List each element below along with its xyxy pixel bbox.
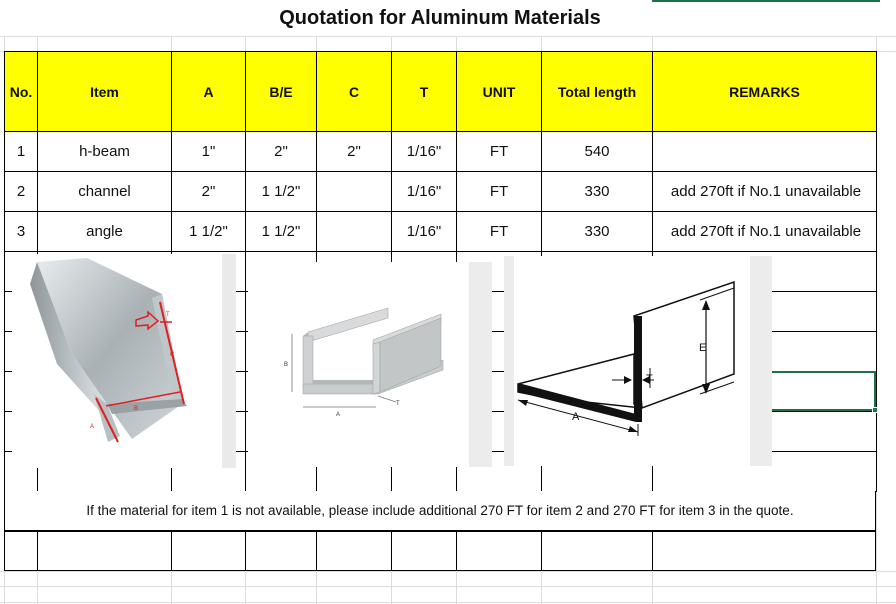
header-a[interactable]: A [172, 52, 246, 132]
cell-unit[interactable]: FT [457, 172, 542, 212]
cell-no[interactable]: 2 [5, 172, 38, 212]
header-total-length[interactable]: Total length [542, 52, 653, 132]
sheet-title[interactable]: Quotation for Aluminum Materials [0, 0, 880, 36]
table-row [5, 212, 877, 252]
table-row [5, 172, 877, 212]
header-be[interactable]: B/E [246, 52, 317, 132]
quote-note[interactable]: If the material for item 1 is not available, please include additional 270 FT for item 2 and 270 FT for item 3 in the quote. [4, 491, 876, 531]
cell-remarks[interactable]: add 270ft if No.1 unavailable [653, 172, 877, 212]
cell-item[interactable]: h-beam [38, 132, 172, 172]
selection-edge [652, 0, 880, 2]
fill-handle[interactable] [872, 407, 878, 413]
cell-c[interactable] [317, 172, 392, 212]
hbeam-a-label: A [90, 424, 95, 430]
cell-be[interactable]: 1 1/2" [246, 212, 317, 252]
channel-b-label: B [284, 362, 289, 368]
header-c[interactable]: C [317, 52, 392, 132]
cell-no[interactable]: 1 [5, 132, 38, 172]
empty-row [4, 531, 876, 571]
cell-total-length[interactable]: 330 [542, 172, 653, 212]
hbeam-c-label: C [170, 352, 175, 358]
channel-image[interactable] [248, 262, 492, 467]
header-t[interactable]: T [392, 52, 457, 132]
hbeam-t-label: T [166, 312, 170, 318]
channel-a-label: A [336, 412, 341, 418]
cell-a[interactable]: 1" [172, 132, 246, 172]
cell-t[interactable]: 1/16" [392, 172, 457, 212]
cell-remarks[interactable]: add 270ft if No.1 unavailable [653, 212, 877, 252]
cell-be[interactable]: 2" [246, 132, 317, 172]
angle-a-label: A [572, 411, 580, 423]
cell-t[interactable]: 1/16" [392, 132, 457, 172]
angle-image[interactable] [504, 256, 772, 466]
header-item[interactable]: Item [38, 52, 172, 132]
cell-item[interactable]: channel [38, 172, 172, 212]
header-unit[interactable]: UNIT [457, 52, 542, 132]
header-no[interactable]: No. [5, 52, 38, 132]
hbeam-image[interactable] [12, 254, 236, 468]
cell-total-length[interactable]: 330 [542, 212, 653, 252]
cell-no[interactable]: 3 [5, 212, 38, 252]
cell-t[interactable]: 1/16" [392, 212, 457, 252]
angle-e-label: E [699, 342, 707, 354]
header-row [5, 52, 877, 132]
cell-unit[interactable]: FT [457, 212, 542, 252]
angle-t-label: T [646, 373, 653, 385]
cell-total-length[interactable]: 540 [542, 132, 653, 172]
hbeam-b-label: B [134, 406, 139, 412]
cell-a[interactable]: 1 1/2" [172, 212, 246, 252]
cell-a[interactable]: 2" [172, 172, 246, 212]
cell-c[interactable]: 2" [317, 132, 392, 172]
header-remarks[interactable]: REMARKS [653, 52, 877, 132]
cell-be[interactable]: 1 1/2" [246, 172, 317, 212]
channel-t-label: T [396, 401, 400, 407]
table-row [5, 132, 877, 172]
cell-remarks[interactable] [653, 132, 877, 172]
cell-c[interactable] [317, 212, 392, 252]
cell-unit[interactable]: FT [457, 132, 542, 172]
cell-item[interactable]: angle [38, 212, 172, 252]
